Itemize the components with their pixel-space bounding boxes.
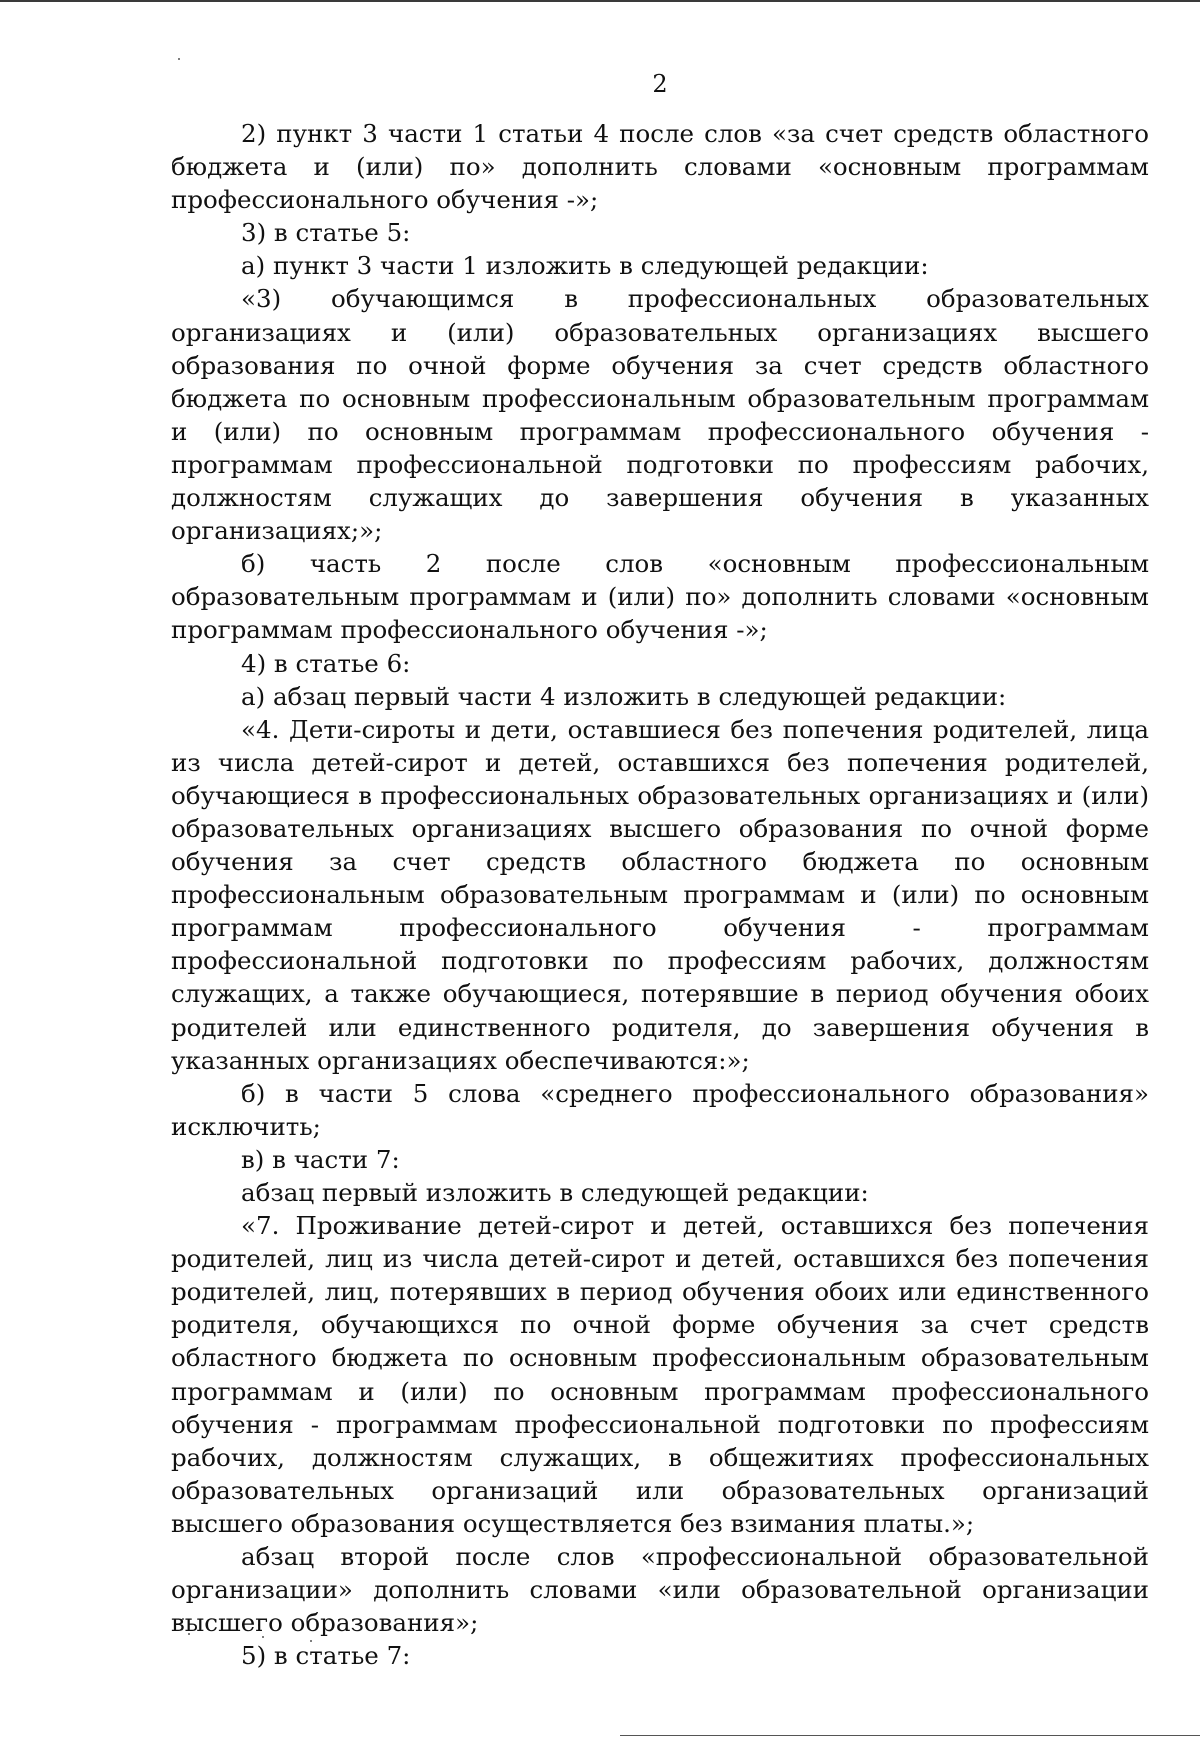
paragraph: 5) в статье 7: bbox=[241, 1641, 411, 1671]
paragraph: «4. Дети-сироты и дети, оставшиеся без попечения родителей, лица из числа детей-сирот и детей, оставшихся без попечения родителей, обучающиеся в профессиональных образовательных организациях и (или) образовательных организациях высшего образования по очной форме обучения за счет средств областного бюджета по основным профессиональным образовательным программам и (или) по основным программам профессионального обучения - программам профессиональной подготовки по профессиям рабочих, должностям служащих, а также обучающиеся, потерявшие в период обучения обоих родителей или единственного родителя, до завершения обучения в указанных организациях обеспечиваются:»; bbox=[171, 714, 1149, 1075]
paragraph: абзац первый изложить в следующей редакции: bbox=[241, 1178, 869, 1207]
paragraph: «7. Проживание детей-сирот и детей, оставшихся без попечения родителей, лиц из числа детей-сирот и детей, оставшихся без попечения родителей, лиц, потерявших в период обучения обоих или единственного родителя, обучающихся по очной форме обучения за счет средств областного бюджета по основным профессиональным образовательным программам и (или) по основным программам профессионального обучения - программам профессиональной подготовки по профессиям рабочих, должностям служащих, в общежитиях профессиональных образовательных организаций или образовательных организаций высшего образования осуществляется без взимания платы.»; bbox=[171, 1211, 1149, 1538]
paragraph: 4) в статье 6: bbox=[241, 648, 411, 678]
paragraph: 2) пункт 3 части 1 статьи 4 после слов «за счет средств областного бюджета и (или) по» дополнить словами «основным программам профессионального обучения -»; bbox=[171, 119, 1149, 215]
page-number: 2 bbox=[652, 70, 668, 98]
document-body bbox=[171, 117, 1149, 1672]
scan-speck bbox=[178, 58, 180, 60]
paragraph: абзац второй после слов «профессиональной образовательной организации» дополнить словами «или образовательной организации высшего образования»; bbox=[171, 1542, 1149, 1638]
paragraph: б) часть 2 после слов «основным профессиональным образовательным программам и (или) по» дополнить словами «основным программам профессионального обучения -»; bbox=[171, 549, 1149, 645]
paragraph: 3) в статье 5: bbox=[241, 218, 411, 248]
scan-border-bottom bbox=[620, 1735, 1200, 1736]
paragraph: б) в части 5 слова «среднего профессионального образования» исключить; bbox=[171, 1078, 1149, 1141]
paragraph: «3) обучающимся в профессиональных образовательных организациях и (или) образовательных организациях высшего образования по очной форме обучения за счет средств областного бюджета по основным профессиональным образовательным программам и (или) по основным программам профессионального обучения - программам профессиональной подготовки по профессиям рабочих, должностям служащих до завершения обучения в указанных организациях;»; bbox=[171, 284, 1149, 546]
scan-border-top bbox=[0, 0, 1200, 2]
paragraph: а) абзац первый части 4 изложить в следующей редакции: bbox=[241, 681, 1007, 711]
paragraph: в) в части 7: bbox=[241, 1144, 400, 1174]
paragraph: а) пункт 3 части 1 изложить в следующей редакции: bbox=[241, 251, 929, 281]
